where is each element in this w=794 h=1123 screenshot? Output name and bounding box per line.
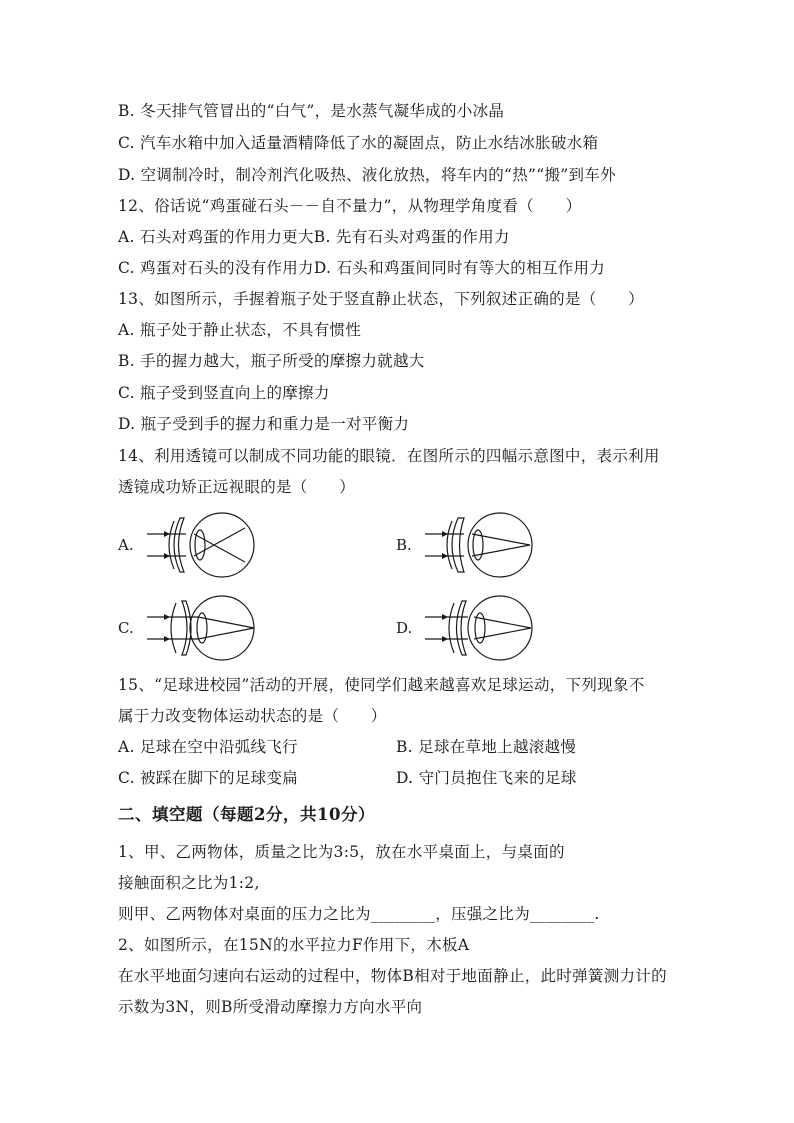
q15-stem-line1: 15、“足球进校园”活动的开展，使同学们越来越喜欢足球运动，下列现象不 xyxy=(118,676,645,694)
q13-option-a: A. 瓶子处于静止状态，不具有惯性 xyxy=(118,321,362,339)
eye-diagram-b xyxy=(420,510,545,580)
q12-options-cd: C. 鸡蛋对石头的没有作用力D. 石头和鸡蛋间同时有等大的相互作用力 xyxy=(118,259,606,277)
fill-q1-line2: 接触面积之比为1:2, xyxy=(118,874,260,892)
figure-label-d: D. xyxy=(396,619,413,637)
q13-option-c: C. 瓶子受到竖直向上的摩擦力 xyxy=(118,384,330,402)
q14-stem-line2: 透镜成功矫正远视眼的是（ ） xyxy=(118,478,356,496)
fill-q1-line1: 1、甲、乙两物体，质量之比为3:5，放在水平桌面上，与桌面的 xyxy=(118,843,565,861)
fill-q2-line3: 示数为3N，则B所受滑动摩擦力方向水平向 xyxy=(118,998,423,1016)
q11-option-c: C. 汽车水箱中加入适量酒精降低了水的凝固点，防止水结冰胀破水箱 xyxy=(118,134,599,152)
q15-option-d: D. 守门员抱住飞来的足球 xyxy=(396,769,577,787)
q14-stem-line1: 14、利用透镜可以制成不同功能的眼镜．在图所示的四幅示意图中，表示利用 xyxy=(118,447,660,465)
eye-diagram-d xyxy=(420,593,545,663)
q13-stem: 13、如图所示，手握着瓶子处于竖直静止状态，下列叙述正确的是（ ） xyxy=(118,290,644,308)
q15-option-c: C. 被踩在脚下的足球变扁 xyxy=(118,769,299,787)
q15-option-a: A. 足球在空中沿弧线飞行 xyxy=(118,738,298,756)
eye-diagram-c xyxy=(142,593,267,663)
q12-stem: 12、俗话说“鸡蛋碰石头－－自不量力”，从物理学角度看（ ） xyxy=(118,197,582,215)
q13-option-d: D. 瓶子受到手的握力和重力是一对平衡力 xyxy=(118,415,410,433)
q11-option-b: B. 冬天排气管冒出的“白气”，是水蒸气凝华成的小冰晶 xyxy=(118,102,505,120)
figure-label-c: C. xyxy=(118,619,134,637)
fill-q1-line3: 则甲、乙两物体对桌面的压力之比为________，压强之比为________. xyxy=(118,905,600,923)
figure-label-b: B. xyxy=(396,536,412,554)
eye-diagram-a xyxy=(142,510,267,580)
figure-label-a: A. xyxy=(118,536,134,554)
q15-option-b: B. 足球在草地上越滚越慢 xyxy=(396,738,577,756)
section-heading: 二、填空题（每题2分，共10分） xyxy=(118,805,375,824)
fill-q2-line1: 2、如图所示，在15N的水平拉力F作用下，木板A xyxy=(118,936,470,954)
q13-option-b: B. 手的握力越大，瓶子所受的摩擦力就越大 xyxy=(118,352,425,370)
q12-options-ab: A. 石头对鸡蛋的作用力更大B. 先有石头对鸡蛋的作用力 xyxy=(118,228,510,246)
q11-option-d: D. 空调制冷时，制冷剂汽化吸热、液化放热，将车内的“热”“搬”到车外 xyxy=(118,166,616,184)
fill-q2-line2: 在水平地面匀速向右运动的过程中，物体B相对于地面静止，此时弹簧测力计的 xyxy=(118,967,667,985)
q15-stem-line2: 属于力改变物体运动状态的是（ ） xyxy=(118,707,387,725)
